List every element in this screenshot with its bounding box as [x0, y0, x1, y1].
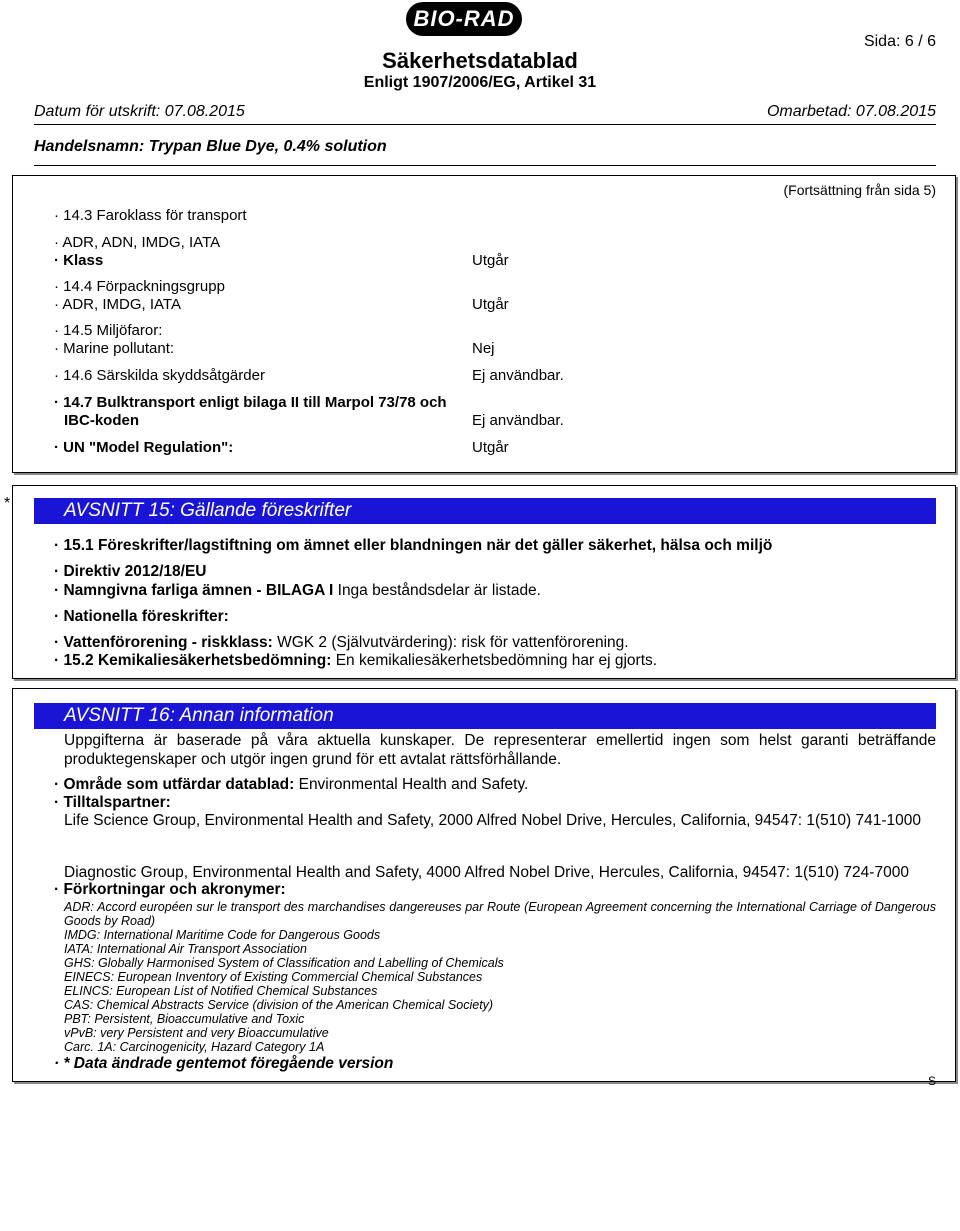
- trade-divider: [34, 165, 936, 166]
- s15-label: · Vattenförorening - riskklass:: [54, 634, 273, 651]
- s14-row: · 14.7 Bulktransport enligt bilaga II till Marpol 73/78 och: [54, 394, 447, 411]
- s16-issuer: [54, 776, 528, 794]
- document-subtitle: Enligt 1907/2006/EG, Artikel 31: [363, 74, 597, 91]
- s16-value: Environmental Health and Safety.: [294, 776, 529, 793]
- s14-row: · 14.4 Förpackningsgrupp: [54, 278, 225, 295]
- s14-row: · Marine pollutant:: [54, 340, 175, 357]
- changed-marker: *: [4, 495, 11, 512]
- document-title: Säkerhetsdatablad: [382, 48, 578, 73]
- s16-contact-2: Diagnostic Group, Environmental Health and Safety, 4000 Alfred Nobel Drive, Hercules, California, 94547: 1(510) 724-7000: [64, 864, 909, 881]
- s15-line: · Direktiv 2012/18/EU: [54, 563, 207, 580]
- section-15-heading: AVSNITT 15: Gällande föreskrifter: [64, 500, 352, 521]
- s14-value: Nej: [472, 340, 495, 357]
- header-divider: [34, 124, 936, 125]
- s14-value: Ej användbar.: [472, 412, 564, 429]
- s14-value: Ej användbar.: [472, 367, 564, 384]
- abbr-item: ELINCS: European List of Notified Chemical Substances: [64, 984, 378, 998]
- s16-contact-label: · Tilltalspartner:: [54, 794, 171, 811]
- revised-date: Omarbetad: 07.08.2015: [766, 103, 936, 120]
- bio-rad-logo: BIO-RAD: [406, 2, 522, 36]
- s16-label: · Område som utfärdar datablad:: [54, 776, 295, 793]
- s14-value: Utgår: [472, 252, 509, 269]
- s14-row: · 14.3 Faroklass för transport: [54, 207, 247, 224]
- abbr-item: vPvB: very Persistent and very Bioaccumulative: [64, 1026, 329, 1040]
- s14-row: · ADR, ADN, IMDG, IATA: [54, 234, 221, 251]
- s15-value: Inga beståndsdelar är listade.: [333, 582, 541, 599]
- changed-note: · * Data ändrade gentemot föregående version: [54, 1055, 394, 1072]
- s15-line: [54, 634, 629, 652]
- abbr-item: IMDG: International Maritime Code for Dangerous Goods: [64, 928, 381, 942]
- s14-row: · 14.6 Särskilda skyddsåtgärder: [54, 367, 265, 384]
- abbr-item: IATA: International Air Transport Association: [64, 942, 307, 956]
- s15-line: · Nationella föreskrifter:: [54, 608, 229, 625]
- s14-row: · Klass: [54, 252, 104, 269]
- section-15-heading-bar: [34, 498, 936, 524]
- continued-note: (Fortsättning från sida 5): [783, 182, 936, 198]
- s16-intro: Uppgifterna är baserade på våra aktuella kunskaper. De representerar emellertid ingen som helst garanti beträffande produktegenskaper och utgör ingen grund för ett avtalat rättsförhållande.: [64, 732, 936, 768]
- s15-value: En kemikaliesäkerhetsbedömning har ej gjorts.: [331, 652, 658, 669]
- s15-line: · 15.1 Föreskrifter/lagstiftning om ämnet eller blandningen när det gäller säkerhet, hälsa och miljö: [54, 537, 773, 554]
- print-date: Datum för utskrift: 07.08.2015: [34, 103, 245, 120]
- s16-abbr-label: · Förkortningar och akronymer:: [54, 881, 286, 898]
- abbr-item: GHS: Globally Harmonised System of Classification and Labelling of Chemicals: [64, 956, 504, 970]
- s14-row: IBC-koden: [64, 412, 139, 429]
- s14-row: · UN "Model Regulation":: [54, 439, 234, 456]
- s15-value: WGK 2 (Självutvärdering): risk för vattenförorening.: [272, 634, 629, 651]
- s16-contact-1: Life Science Group, Environmental Health and Safety, 2000 Alfred Nobel Drive, Hercules, California, 94547: 1(510) 741-1000: [64, 812, 922, 829]
- s15-label: · 15.2 Kemikaliesäkerhetsbedömning:: [54, 652, 332, 669]
- trade-name: Handelsnamn: Trypan Blue Dye, 0.4% solution: [34, 138, 387, 155]
- abbr-item: PBT: Persistent, Bioaccumulative and Toxic: [64, 1012, 305, 1026]
- s14-value: Utgår: [472, 439, 509, 456]
- abbr-item: EINECS: European Inventory of Existing Commercial Chemical Substances: [64, 970, 483, 984]
- abbr-item: Carc. 1A: Carcinogenicity, Hazard Category 1A: [64, 1040, 325, 1054]
- s15-label: · Namngivna farliga ämnen - BILAGA I: [54, 582, 334, 599]
- s15-line: [54, 582, 541, 600]
- abbr-item: ADR: Accord européen sur le transport des marchandises dangereuses par Route (European Agreement concerning the International Carriage of Dangerous Goods by Road): [64, 900, 936, 928]
- s14-value: Utgår: [472, 296, 509, 313]
- section-16-heading-bar: [34, 703, 936, 729]
- footer-mark: S: [927, 1074, 936, 1088]
- s15-line: [54, 652, 657, 670]
- abbr-item: CAS: Chemical Abstracts Service (division of the American Chemical Society): [64, 998, 494, 1012]
- section-16-heading: AVSNITT 16: Annan information: [64, 705, 334, 726]
- s14-row: · 14.5 Miljöfaror:: [54, 322, 163, 339]
- s14-row: · ADR, IMDG, IATA: [54, 296, 181, 313]
- page-number: Sida: 6 / 6: [863, 33, 936, 50]
